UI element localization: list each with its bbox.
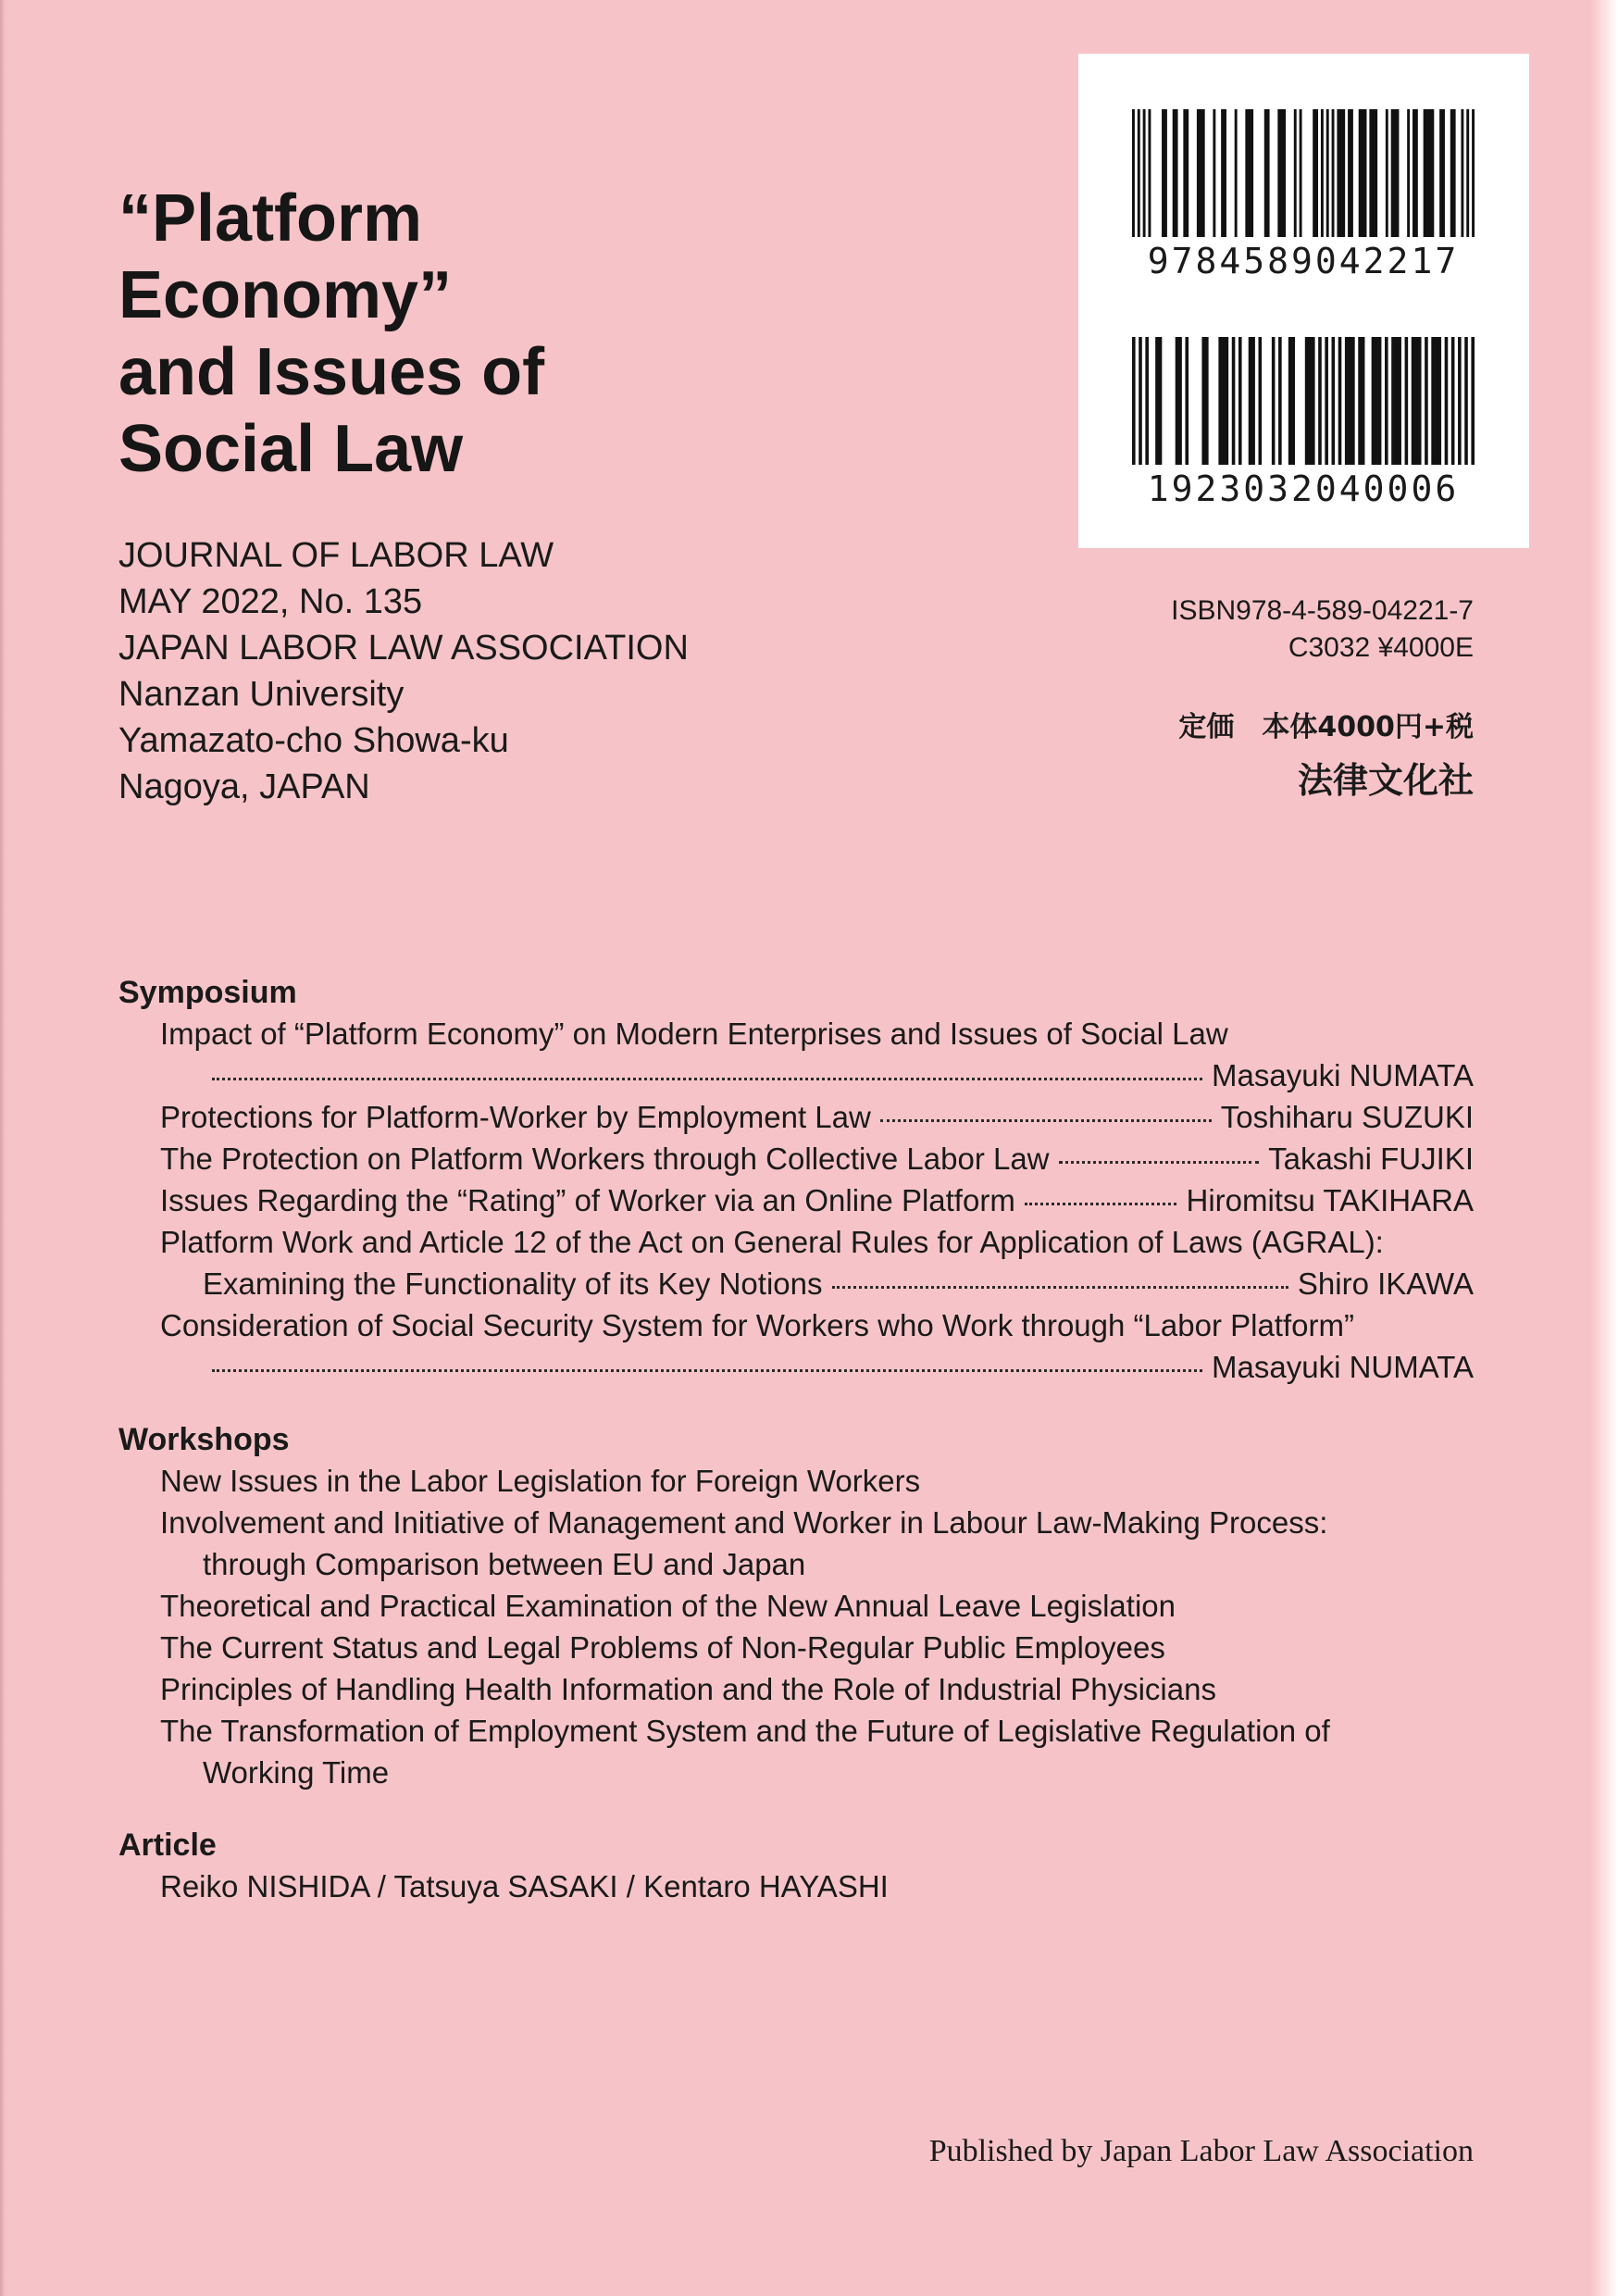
toc-entry-title: Protections for Platform-Worker by Employment Law [160,1100,871,1134]
barcode-bar [1326,109,1329,237]
barcode-bar [1173,109,1178,237]
barcode-bar [1313,109,1318,237]
barcode-bar [1413,109,1418,237]
barcode-bar [1458,337,1462,465]
barcode-bar [1132,109,1135,237]
journal-address-1: Nanzan University [118,675,404,714]
symposium-heading: Symposium [118,975,297,1010]
barcode-bar [1391,337,1401,465]
toc-entry-title: The Protection on Platform Workers through Collective Labor Law [160,1142,1050,1176]
barcode-2-bars [1132,337,1475,465]
cover-title [118,181,692,488]
barcode-bar [1249,337,1255,465]
workshop-item: Theoretical and Practical Examination of the New Annual Leave Legislation [160,1589,1176,1623]
barcode-bar [1288,337,1295,465]
barcode-bar [1332,109,1335,237]
barcode-bar [1445,337,1449,465]
toc-entry-subtitle: Examining the Functionality of its Key Notions [203,1267,823,1301]
workshops-heading: Workshops [118,1422,290,1457]
barcode-1 [1132,109,1475,281]
journal-issue: MAY 2022, No. 135 [118,582,423,621]
barcode-bar [1358,337,1364,465]
workshop-item: The Current Status and Legal Problems of Non-Regular Public Employees [160,1630,1165,1665]
barcode-bar [1425,337,1428,465]
barcode-bar [1431,337,1441,465]
barcode-bar [1278,337,1282,465]
barcode-bar [1461,109,1463,237]
barcode-bar [1369,109,1377,237]
title-line-3: and Issues of [118,335,545,409]
barcode-bar [1318,337,1322,465]
cover-left-edge [0,0,6,2296]
barcode-bar [1332,337,1336,465]
publisher-credit: Published by Japan Labor Law Association [928,2134,1474,2168]
workshop-item: Principles of Handling Health Information and the Role of Industrial Physicians [160,1672,1216,1706]
toc-entry [118,1304,1474,1388]
table-of-contents [118,972,1474,1907]
leader-dots [1025,1175,1177,1205]
barcode-1-number: 9784589042217 [1147,241,1460,281]
barcode-bar [1201,337,1208,465]
toc-entry [118,1138,1474,1179]
toc-entry-title: Impact of “Platform Economy” on Modern Enterprises and Issues of Social Law [160,1017,1228,1051]
barcode-bar [1359,109,1367,237]
barcode-bar [1132,337,1136,465]
barcode-bar [1321,109,1324,237]
barcode-1-bars [1132,109,1475,237]
toc-entry-author: Hiromitsu TAKIHARA [1186,1183,1474,1217]
toc-entry-author: Masayuki NUMATA [1212,1350,1474,1384]
barcode-bar [1337,109,1345,237]
title-line-1: “Platform [118,181,423,256]
barcode-bar [1391,109,1400,237]
barcode-bar [1183,109,1189,237]
barcode-bar [1450,109,1456,237]
journal-name: JOURNAL OF LABOR LAW [118,536,554,575]
article-authors: Reiko NISHIDA / Tatsuya SASAKI / Kentaro HAYASHI [160,1869,889,1903]
leader-dots [832,1258,1288,1289]
barcode-bar [1155,337,1162,465]
toc-entry [118,1096,1474,1138]
leader-dots [1059,1133,1260,1164]
barcode-bar [1407,109,1410,237]
journal-info [118,532,822,810]
toc-entry [118,1221,1474,1304]
toc-entry-author: Masayuki NUMATA [1212,1058,1474,1092]
journal-address-3: Nagoya, JAPAN [118,767,370,806]
barcode-bar [1218,337,1228,465]
publisher-japanese: 法律文化社 [1297,759,1474,801]
title-line-4: Social Law [118,412,464,486]
barcode-bar [1385,337,1388,465]
barcode-bar [1451,337,1455,465]
barcode-bar [1325,337,1328,465]
barcode-bar [1238,337,1242,465]
barcode-bar [1213,109,1215,237]
barcode-bar [1235,109,1238,237]
barcode-bar [1439,109,1445,237]
barcode-bar [1245,109,1253,237]
barcode-bar [1405,337,1409,465]
barcode-bar [1259,337,1263,465]
barcode-bar [1143,109,1146,237]
barcode-bar [1348,109,1353,237]
barcode-bar [1139,337,1142,465]
barcode-panel [1078,54,1529,548]
barcode-2 [1132,337,1475,509]
barcode-bar [1472,109,1475,237]
barcode-bar [1272,337,1276,465]
barcode-bar [1372,337,1382,465]
barcode-bar [1185,337,1189,465]
journal-association: JAPAN LABOR LAW ASSOCIATION [118,629,689,668]
isbn-block [1171,593,1474,667]
barcode-bar [1176,337,1182,465]
barcode-bar [1221,109,1226,237]
barcode-bar [1466,109,1469,237]
barcode-bar [1148,109,1151,237]
barcode-bar [1264,109,1270,237]
toc-entry-author: Toshiharu SUZUKI [1220,1100,1474,1134]
workshop-item: The Transformation of Employment System and the Future of Legislative Regulation of [160,1714,1330,1748]
leader-dots [212,1050,1202,1080]
barcode-bar [1300,109,1302,237]
barcode-bar [1386,109,1388,237]
classification-code: C3032 ¥4000E [1288,632,1474,663]
barcode-bar [1294,109,1297,237]
toc-entry-author: Shiro IKAWA [1297,1267,1474,1301]
isbn-number: ISBN978-4-589-04221-7 [1171,595,1474,626]
workshop-item: Involvement and Initiative of Management and Worker in Labour Law-Making Process: [160,1505,1328,1540]
barcode-2-number: 1923032040006 [1147,468,1460,509]
price-label: 定価 本体4000円+税 [1178,711,1474,743]
workshop-item: New Issues in the Labor Legislation for Foreign Workers [160,1464,921,1498]
toc-entry-author: Takashi FUJIKI [1268,1142,1474,1176]
barcode-bar [1424,109,1435,237]
barcode-bar [1277,109,1286,237]
barcode-bar [1145,337,1149,465]
barcode-bar [1138,109,1140,237]
leader-dots [212,1341,1202,1372]
workshop-item-continued: through Comparison between EU and Japan [203,1547,806,1581]
leader-dots [880,1092,1212,1122]
barcode-bar [1471,337,1475,465]
toc-entry-title: Consideration of Social Security System for Workers who Work through “Labor Platform” [160,1308,1354,1342]
cover-right-edge [1590,0,1618,2296]
barcode-bar [1464,337,1468,465]
barcode-bar [1345,337,1355,465]
barcode-bar [1197,109,1205,237]
toc-entry [118,1179,1474,1221]
toc-entry-title: Platform Work and Article 12 of the Act on General Rules for Application of Laws (AGRAL): [160,1225,1384,1259]
barcode-bar [1412,337,1422,465]
toc-entry [118,1013,1474,1096]
barcode-bar [1232,337,1236,465]
journal-address-2: Yamazato-cho Showa-ku [118,721,509,760]
workshop-item-continued: Working Time [203,1755,390,1790]
title-line-2: Economy” [118,258,453,332]
article-heading: Article [118,1828,217,1863]
barcode-bar [1338,337,1342,465]
barcode-bar [1162,109,1167,237]
barcode-bar [1305,337,1315,465]
toc-entry-title: Issues Regarding the “Rating” of Worker via an Online Platform [160,1183,1015,1217]
